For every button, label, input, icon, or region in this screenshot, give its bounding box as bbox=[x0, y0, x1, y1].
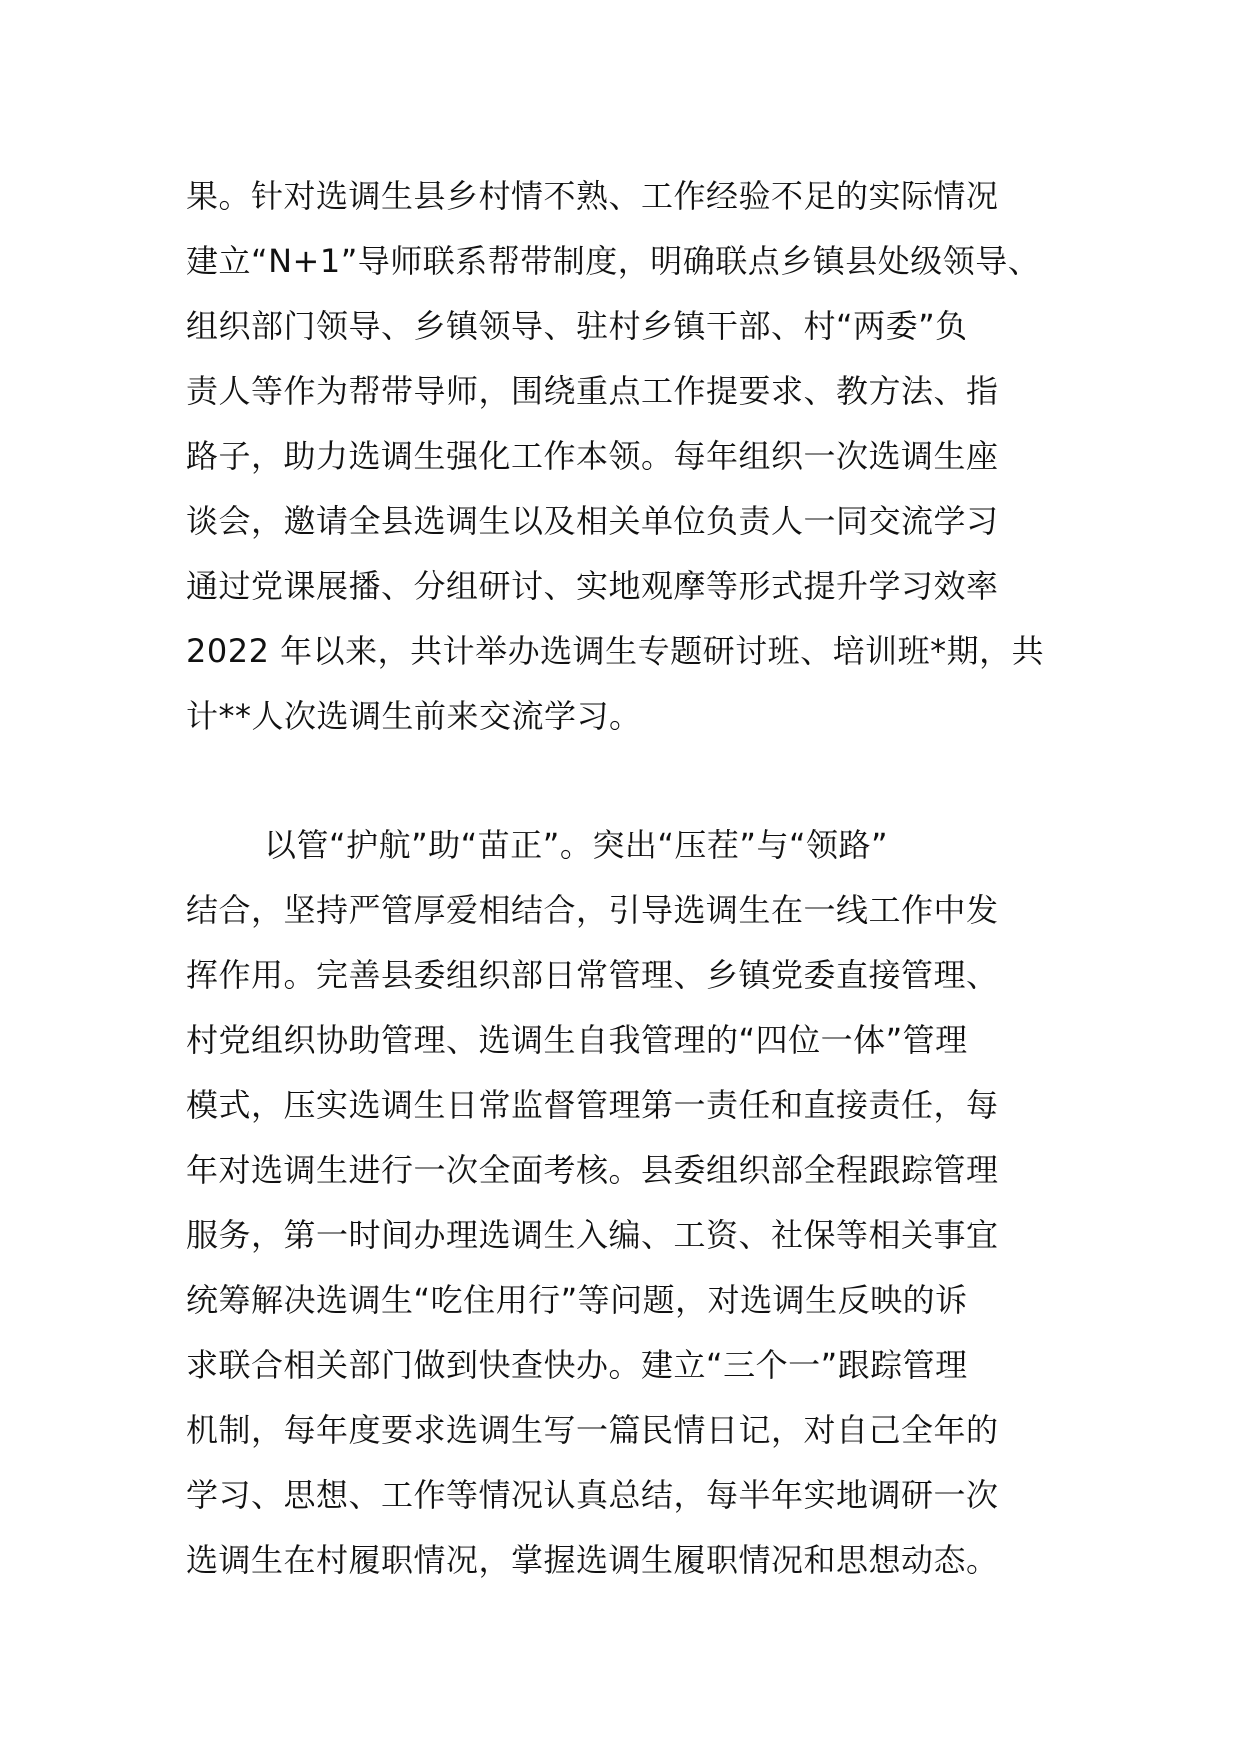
paragraph-line: 年对选调生进行一次全面考核。县委组织部全程跟踪管理 bbox=[186, 1151, 999, 1189]
paragraph-line: 结合，坚持严管厚爱相结合，引导选调生在一线工作中发 bbox=[186, 891, 999, 929]
paragraph-line: 果。针对选调生县乡村情不熟、工作经验不足的实际情况 bbox=[186, 177, 999, 215]
paragraph-line: 统筹解决选调生“吃住用行”等问题，对选调生反映的诉 bbox=[186, 1281, 968, 1319]
paragraph-line: 模式，压实选调生日常监督管理第一责任和直接责任，每 bbox=[186, 1086, 999, 1124]
paragraph-line: 村党组织协助管理、选调生自我管理的“四位一体”管理 bbox=[186, 1021, 968, 1059]
paragraph-line: 2022 年以来，共计举办选调生专题研讨班、培训班*期，共 bbox=[186, 632, 1045, 670]
paragraph-line: 责人等作为帮带导师，围绕重点工作提要求、教方法、指 bbox=[186, 372, 999, 410]
paragraph-heading-line: 以管“护航”助“苗正”。突出“压茬”与“领路” bbox=[264, 826, 889, 864]
paragraph-line: 机制，每年度要求选调生写一篇民情日记，对自己全年的 bbox=[186, 1411, 999, 1449]
paragraph-line: 组织部门领导、乡镇领导、驻村乡镇干部、村“两委”负 bbox=[186, 307, 968, 345]
paragraph-line: 选调生在村履职情况，掌握选调生履职情况和思想动态。 bbox=[186, 1541, 999, 1579]
paragraph-line: 通过党课展播、分组研讨、实地观摩等形式提升学习效率 bbox=[186, 567, 999, 605]
paragraph-line: 挥作用。完善县委组织部日常管理、乡镇党委直接管理、 bbox=[186, 956, 999, 994]
paragraph-line: 计**人次选调生前来交流学习。 bbox=[186, 697, 642, 735]
paragraph-line: 谈会，邀请全县选调生以及相关单位负责人一同交流学习 bbox=[186, 502, 999, 540]
paragraph-line: 路子，助力选调生强化工作本领。每年组织一次选调生座 bbox=[186, 437, 999, 475]
paragraph-line: 服务，第一时间办理选调生入编、工资、社保等相关事宜 bbox=[186, 1216, 999, 1254]
paragraph-1 bbox=[186, 164, 1066, 749]
paragraph-line: 学习、思想、工作等情况认真总结，每半年实地调研一次 bbox=[186, 1476, 999, 1514]
paragraph-line: 求联合相关部门做到快查快办。建立“三个一”跟踪管理 bbox=[186, 1346, 968, 1384]
paragraph-2 bbox=[186, 813, 1066, 1593]
paragraph-line: 建立“N+1”导师联系帮带制度，明确联点乡镇县处级领导、 bbox=[186, 242, 1041, 280]
